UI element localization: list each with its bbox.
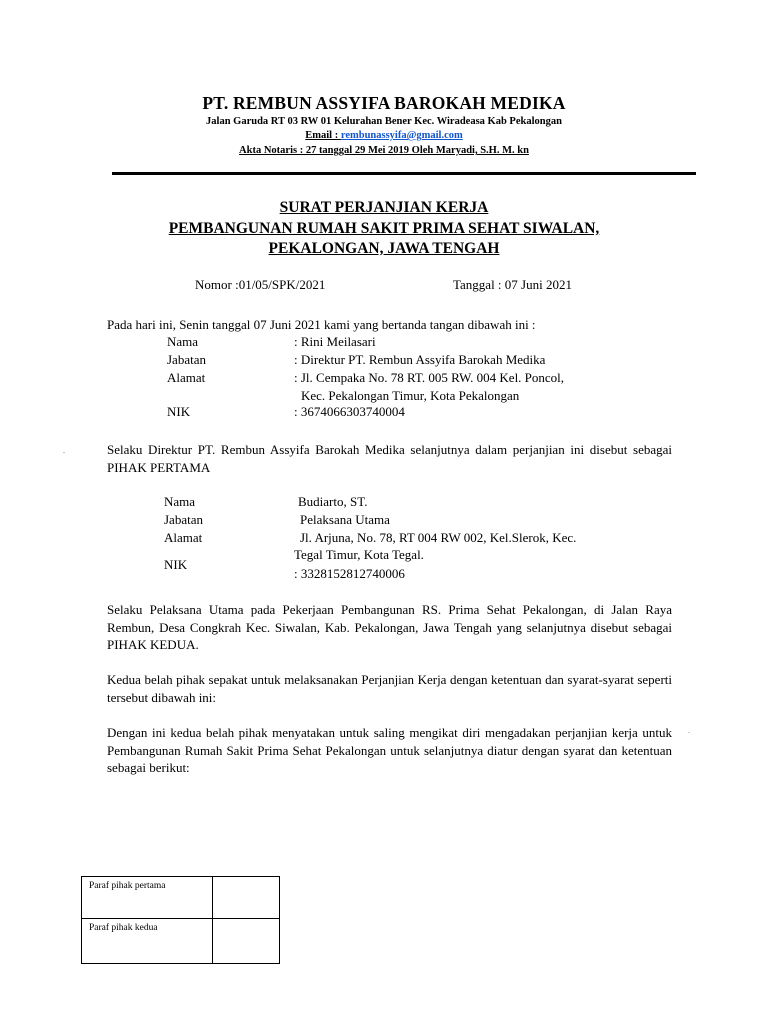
party2-address-line2: Tegal Timur, Kota Tegal. xyxy=(294,547,424,562)
initials-first-box[interactable] xyxy=(213,877,280,919)
party1-nik-label: NIK xyxy=(167,404,191,419)
party2-name-label: Nama xyxy=(164,494,196,509)
party2-position-value: Pelaksana Utama xyxy=(300,512,390,527)
document-title: SURAT PERJANJIAN KERJA xyxy=(279,199,489,216)
intro-text: Pada hari ini, Senin tanggal 07 Juni 2021 kami yang bertanda tangan dibawah ini : xyxy=(107,317,536,332)
party2-nik-label: NIK xyxy=(164,557,188,572)
agreement-paragraph-1: Kedua belah pihak sepakat untuk melaksanakan Perjanjian Kerja dengan ketentuan dan syarat-syarat seperti tersebut dibawah ini: xyxy=(107,672,672,705)
party1-name-label: Nama xyxy=(167,334,199,349)
party2-nik-value: : 3328152812740006 xyxy=(294,566,405,581)
party1-position-value: : Direktur PT. Rembun Assyifa Barokah Medika xyxy=(294,352,546,367)
email-label: Email : xyxy=(305,130,341,141)
party2-position-label: Jabatan xyxy=(164,512,203,527)
party2-name-value: Budiarto, ST. xyxy=(298,494,368,509)
agreement-paragraph-2: Dengan ini kedua belah pihak menyatakan untuk saling mengikat diri mengadakan perjanjian kerja untuk Pembangunan Rumah Sakit Prima Sehat Pekalongan untuk selanjutnya diatur dengan syarat dan ketentuan sebagai berikut: xyxy=(107,725,672,775)
email-link[interactable]: rembunassyifa@gmail.com xyxy=(340,130,463,141)
party1-address-label: Alamat xyxy=(167,370,206,385)
header-divider xyxy=(112,172,696,175)
notary-deed: Akta Notaris : 27 tanggal 29 Mei 2019 Oleh Maryadi, S.H. M. kn xyxy=(239,145,529,156)
company-email xyxy=(0,130,768,141)
initials-first-label: Paraf pihak pertama xyxy=(82,877,213,919)
stray-mark-left: . xyxy=(63,446,65,455)
party1-address-line1: : Jl. Cempaka No. 78 RT. 005 RW. 004 Kel. Poncol, xyxy=(294,370,565,385)
stray-mark-right: . xyxy=(688,726,690,735)
party2-address-line1: Jl. Arjuna, No. 78, RT 004 RW 002, Kel.Slerok, Kec. xyxy=(300,530,577,545)
party1-nik-value: : 3674066303740004 xyxy=(294,404,405,419)
initials-row-first xyxy=(82,877,280,919)
company-address: Jalan Garuda RT 03 RW 01 Kelurahan Bener Kec. Wiradeasa Kab Pekalongan xyxy=(206,116,562,127)
document-date: Tanggal : 07 Juni 2021 xyxy=(453,277,572,292)
initials-table xyxy=(81,876,280,964)
initials-row-second xyxy=(82,919,280,964)
initials-second-label: Paraf pihak kedua xyxy=(82,919,213,964)
document-number: Nomor :01/05/SPK/2021 xyxy=(195,277,326,292)
party1-address-line2: Kec. Pekalongan Timur, Kota Pekalongan xyxy=(301,388,520,403)
party1-name-value: : Rini Meilasari xyxy=(294,334,376,349)
document-subtitle-line1: PEMBANGUNAN RUMAH SAKIT PRIMA SEHAT SIWALAN, xyxy=(168,220,600,237)
party2-address-label: Alamat xyxy=(164,530,203,545)
document-subtitle-line2: PEKALONGAN, JAWA TENGAH xyxy=(268,240,500,257)
party2-description: Selaku Pelaksana Utama pada Pekerjaan Pembangunan RS. Prima Sehat Pekalongan, di Jalan Raya Rembun, Desa Congkrah Kec. Siwalan, Kab. Pekalongan, Jawa Tengah yang selanjutnya disebut sebagai PIHAK KEDUA. xyxy=(107,602,672,652)
company-name: PT. REMBUN ASSYIFA BAROKAH MEDIKA xyxy=(202,93,566,113)
party1-position-label: Jabatan xyxy=(167,352,206,367)
initials-second-box[interactable] xyxy=(213,919,280,964)
party1-description: Selaku Direktur PT. Rembun Assyifa Barokah Medika selanjutnya dalam perjanjian ini disebut sebagai PIHAK PERTAMA xyxy=(107,442,672,475)
